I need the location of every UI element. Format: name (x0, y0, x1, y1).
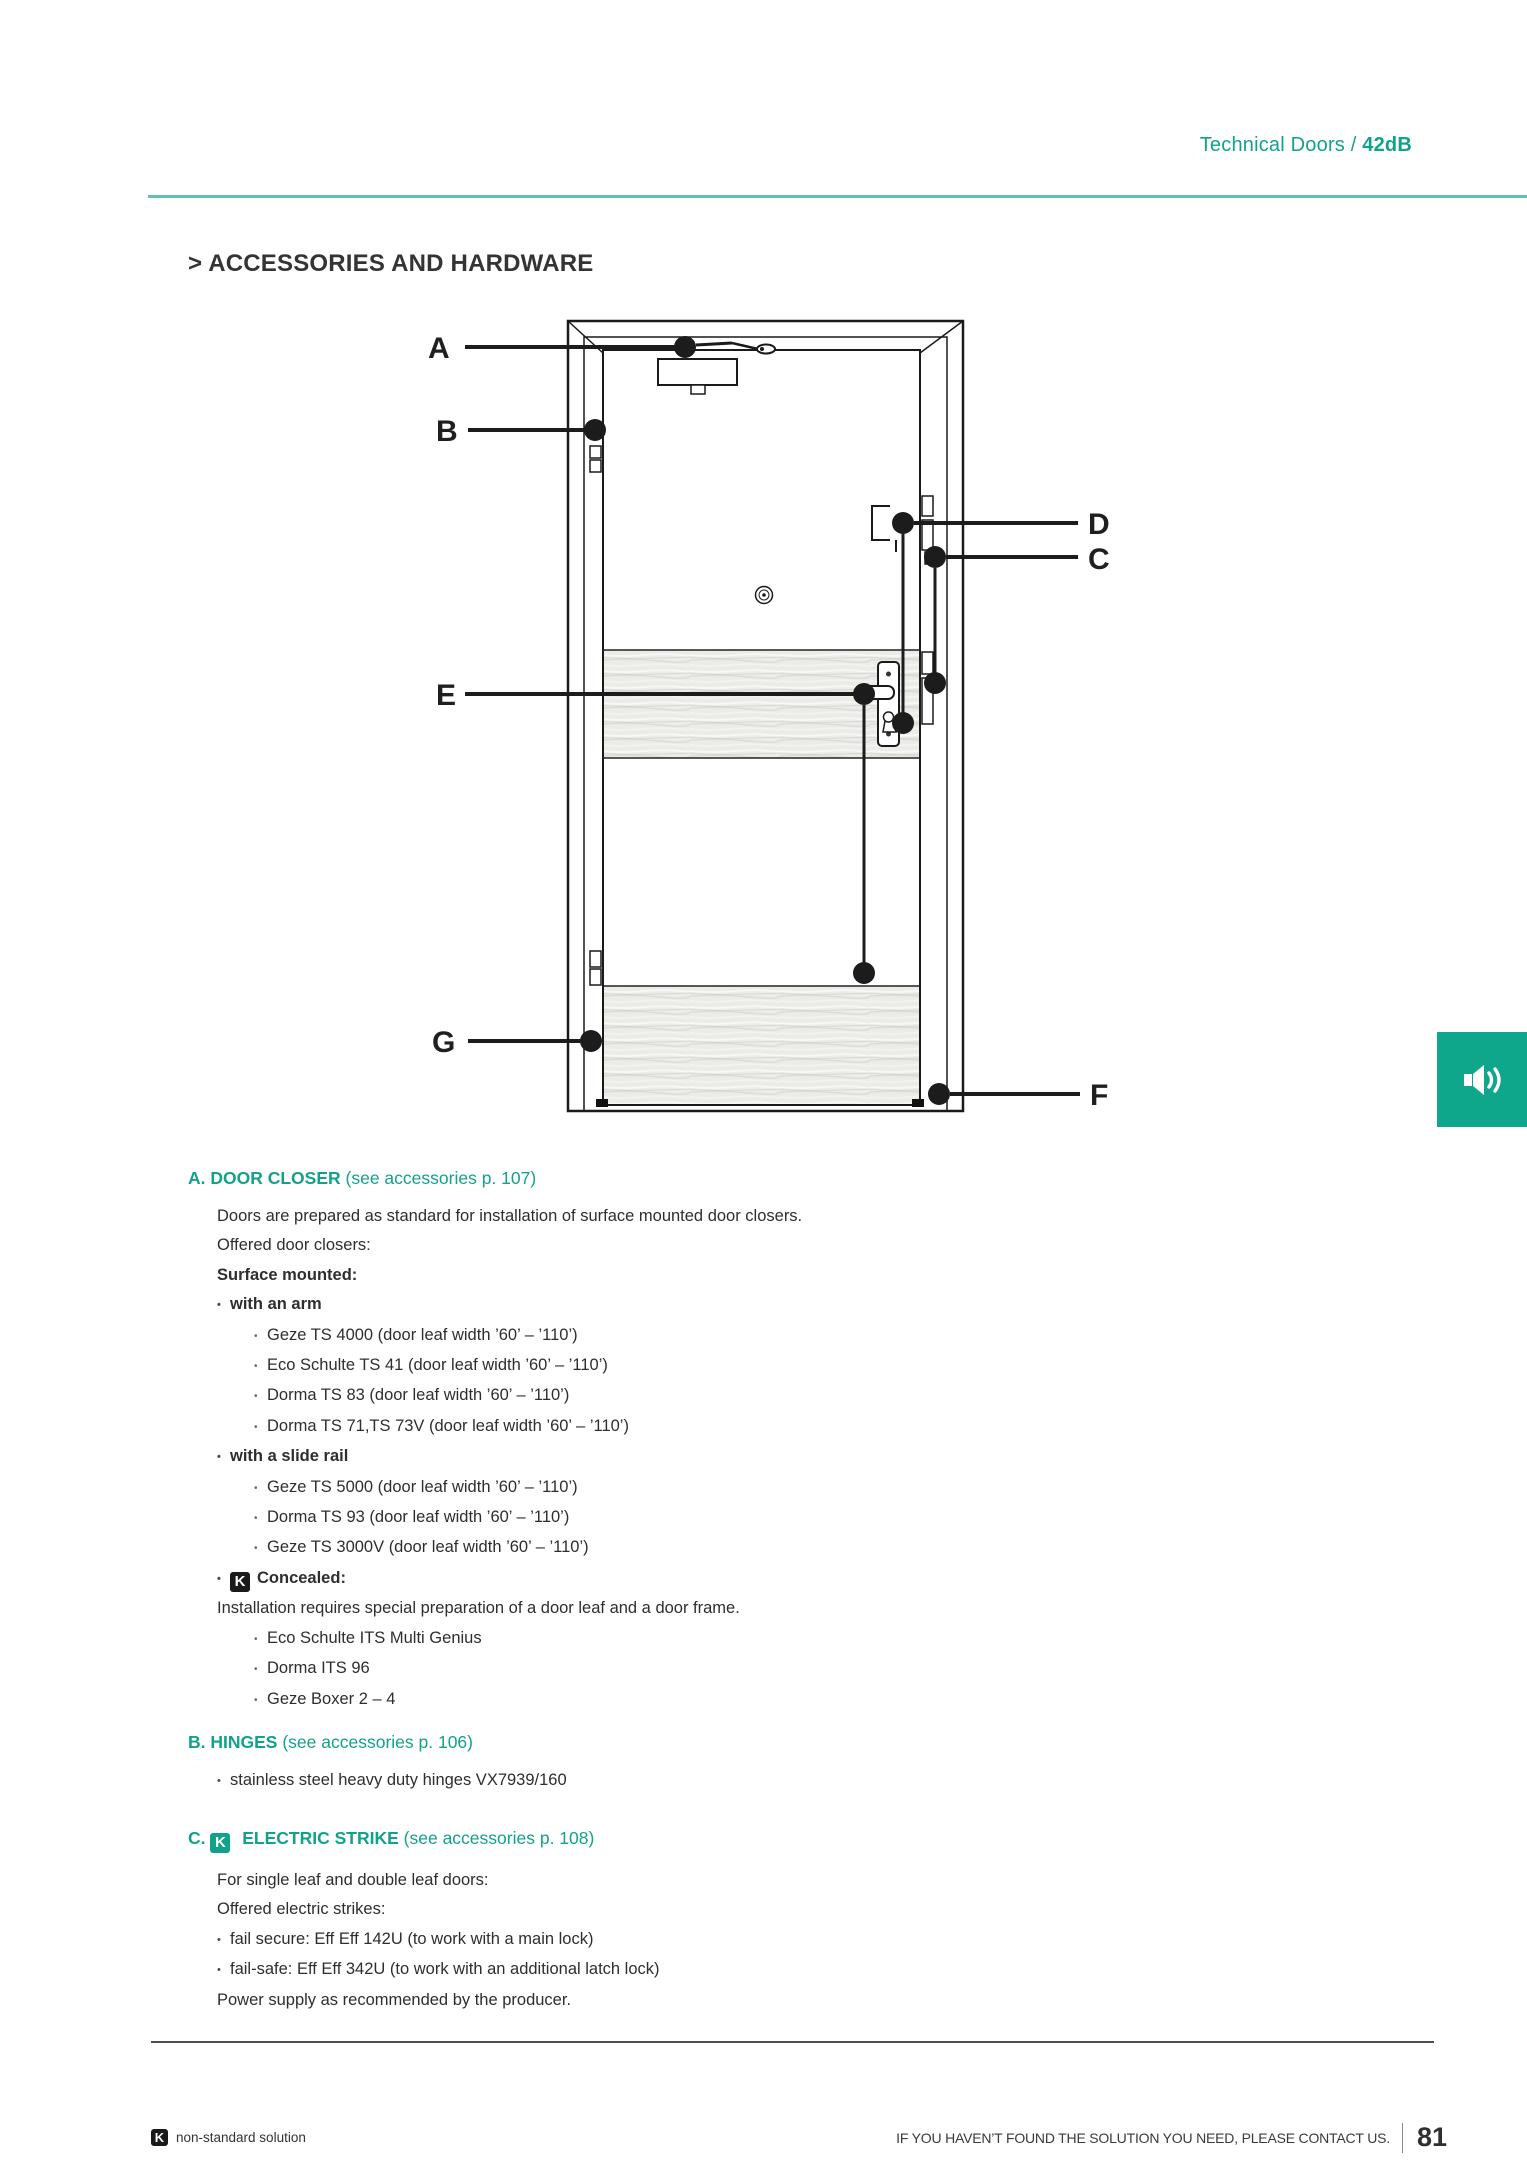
footer (151, 2122, 1447, 2153)
line-text: with an arm (230, 1295, 322, 1314)
bullet: • (254, 1391, 258, 1403)
line-text: For single leaf and double leaf doors: (217, 1871, 489, 1889)
header-title-regular: Technical Doors / (1199, 134, 1363, 156)
section-title-text: B. HINGES (188, 1732, 278, 1752)
bullet: • (254, 1543, 258, 1555)
line-text: Geze TS 5000 (door leaf width ’60’ – ’110’) (267, 1477, 578, 1496)
line-text: Geze TS 4000 (door leaf width ’60’ – ’110’) (267, 1325, 578, 1344)
footer-separator (1402, 2123, 1403, 2153)
section-title-note: (see accessories p. 106) (282, 1732, 473, 1752)
bullet: • (254, 1633, 258, 1645)
section-body (188, 1202, 1418, 1715)
text-line (217, 1442, 1418, 1472)
line-text: Dorma TS 83 (door leaf width ’60’ – ’110’) (267, 1386, 570, 1405)
text-line (217, 1986, 1418, 2015)
acoustic-tab (1437, 1032, 1527, 1127)
line-text: with a slide rail (230, 1447, 349, 1466)
diagram-label-g: G (432, 1026, 456, 1059)
diagram-label-c: C (1088, 543, 1110, 576)
bullet: • (217, 1775, 221, 1787)
section-title-text: ELECTRIC STRIKE (242, 1828, 399, 1848)
bullet: • (217, 1964, 221, 1977)
bullet: • (217, 1299, 221, 1312)
text-line (217, 1564, 1418, 1594)
text-line (217, 1231, 1418, 1260)
text-line (217, 1895, 1418, 1924)
peephole (756, 587, 773, 604)
speaker-icon (1460, 1061, 1504, 1099)
footer-legend-label: non-standard solution (176, 2130, 306, 2145)
bullet: • (254, 1664, 258, 1676)
header-title-bold: 42dB (1362, 134, 1412, 156)
diagram-label-e: E (436, 679, 457, 712)
text-line (254, 1685, 1418, 1715)
footer-divider (151, 2041, 1434, 2043)
section-title (188, 1828, 1418, 1853)
page-number: 81 (1416, 2122, 1447, 2152)
section-title-note: (see accessories p. 108) (403, 1828, 595, 1848)
footer-message: IF YOU HAVEN’T FOUND THE SOLUTION YOU NEED, PLEASE CONTACT US. (896, 2129, 1390, 2146)
text-line (254, 1503, 1418, 1533)
line-text: Offered door closers: (217, 1236, 371, 1255)
bullet: • (254, 1482, 258, 1494)
door-foot-left (596, 1099, 608, 1107)
bullet: • (217, 1933, 221, 1946)
line-text: Geze TS 3000V (door leaf width ’60’ – ’110’) (267, 1538, 589, 1557)
section-title-prefix: C. (188, 1828, 206, 1848)
section-title-text: A. DOOR CLOSER (188, 1168, 341, 1188)
text-line (254, 1533, 1418, 1563)
k-icon: K (151, 2129, 168, 2146)
bullet: • (217, 1451, 221, 1464)
line-text: Eco Schulte TS 41 (door leaf width ’60’ – ’110’) (267, 1356, 608, 1375)
door-diagram (420, 300, 1130, 1120)
bullet: • (254, 1513, 258, 1525)
header-divider (148, 195, 1527, 198)
text-line (254, 1473, 1418, 1503)
bullet: • (254, 1361, 258, 1373)
line-text: Dorma ITS 96 (267, 1659, 370, 1678)
kick-plate-middle (603, 650, 920, 758)
strike-bracket (872, 506, 890, 540)
text-line (254, 1412, 1418, 1442)
page-title: > ACCESSORIES AND HARDWARE (188, 250, 594, 277)
line-text: Geze Boxer 2 – 4 (267, 1689, 396, 1708)
section-title (188, 1732, 1418, 1753)
line-text: Doors are prepared as standard for installation of surface mounted door closers. (217, 1207, 803, 1225)
line-text: fail-safe: Eff Eff 342U (to work with an additional latch lock) (230, 1960, 660, 1979)
section-body (188, 1866, 1418, 2015)
footer-right (896, 2122, 1447, 2153)
line-text: fail secure: Eff Eff 142U (to work with a main lock) (230, 1929, 594, 1948)
text-line (217, 1955, 1418, 1985)
section-hinges (188, 1732, 1418, 1796)
line-text: Eco Schulte ITS Multi Genius (267, 1628, 482, 1647)
bottom-hinge (590, 951, 601, 985)
diagram-label-b: B (436, 415, 458, 448)
text-line (254, 1351, 1418, 1381)
top-hinge (590, 446, 601, 472)
bullet: • (254, 1421, 258, 1433)
text-line (217, 1866, 1418, 1895)
section-body (188, 1766, 1418, 1796)
footer-legend (151, 2129, 306, 2146)
bullet: • (254, 1694, 258, 1706)
text-line (254, 1624, 1418, 1654)
bullet: • (254, 1330, 258, 1342)
k-icon: K (230, 1572, 250, 1592)
section-electric-strike (188, 1828, 1418, 2015)
text-line (254, 1654, 1418, 1684)
header-title (1200, 134, 1412, 157)
diagram-label-f: F (1090, 1079, 1109, 1112)
diagram-label-d: D (1088, 508, 1110, 541)
line-text: Dorma TS 93 (door leaf width ’60’ – ’110’) (267, 1508, 570, 1527)
bullet: • (217, 1572, 221, 1585)
section-title-note: (see accessories p. 107) (345, 1168, 537, 1188)
line-text: stainless steel heavy duty hinges VX7939/160 (230, 1771, 567, 1789)
line-text: Dorma TS 71,TS 73V (door leaf width ’60’ – ’110’) (267, 1416, 629, 1435)
line-text: Offered electric strikes: (217, 1900, 386, 1919)
text-line (217, 1594, 1418, 1623)
text-line (217, 1290, 1418, 1320)
door-foot-right (912, 1099, 924, 1107)
line-text: Concealed: (257, 1568, 346, 1587)
kick-plate-bottom (603, 986, 920, 1105)
k-icon: K (210, 1833, 230, 1853)
text-line (217, 1202, 1418, 1231)
line-text: Power supply as recommended by the producer. (217, 1990, 572, 2009)
section-door-closer (188, 1168, 1418, 1715)
text-line (254, 1321, 1418, 1351)
text-line (254, 1381, 1418, 1411)
text-line (217, 1261, 1418, 1290)
diagram-label-a: A (428, 332, 450, 365)
line-text: Installation requires special preparation of a door leaf and a door frame. (217, 1599, 740, 1618)
section-title (188, 1168, 1418, 1189)
text-line (217, 1925, 1418, 1955)
text-line (217, 1766, 1418, 1796)
line-text: Surface mounted: (217, 1265, 358, 1284)
